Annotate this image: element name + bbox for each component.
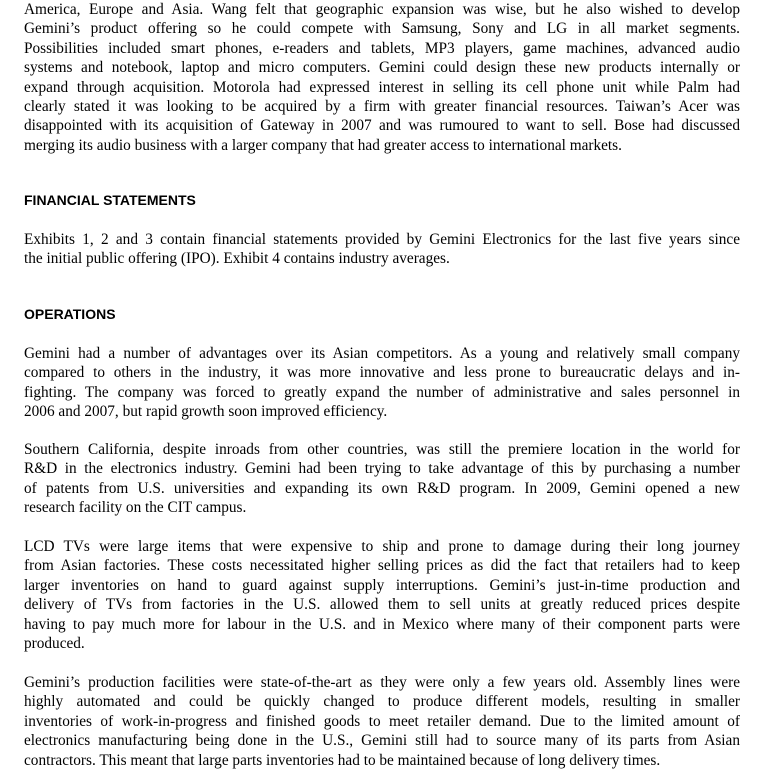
- text-line: Possibilities included smart phones, e-readers and tablets, MP3 players, game machines, advanced audio: [24, 39, 740, 57]
- text-line: having to pay much more for labour in the U.S. and in Mexico where many of their component parts were: [24, 615, 740, 633]
- text-line: contractors. This meant that large parts inventories had to be maintained because of long delivery times.: [24, 751, 661, 769]
- text-line: systems and notebook, laptop and micro computers. Gemini could design these new products internally or: [24, 59, 740, 77]
- text-line: Gemini’s product offering so he could compete with Samsung, Sony and LG in all market segments.: [24, 20, 740, 38]
- text-line: produced.: [24, 634, 85, 652]
- text-line: 2006 and 2007, but rapid growth soon improved efficiency.: [24, 403, 388, 421]
- text-line: research facility on the CIT campus.: [24, 499, 247, 517]
- text-line: delivery of TVs from factories in the U.S. allowed them to sell units at greatly reduced prices despite: [24, 596, 740, 614]
- text-line: highly automated and could be quickly changed to produce different models, resulting in smaller: [24, 693, 740, 711]
- text-line: fighting. The company was forced to greatly expand the number of administrative and sales personnel in: [24, 383, 740, 401]
- text-line: Southern California, despite inroads from other countries, was still the premiere location in the world for: [24, 441, 740, 458]
- text-line: merging its audio business with a larger company that had greater access to international markets.: [24, 136, 622, 154]
- text-line: R&D in the electronics industry. Gemini had been trying to take advantage of this by purchasing a number: [24, 460, 740, 478]
- text-line: from Asian factories. These costs necessitated higher selling prices as did the fact that retailers had to keep: [24, 557, 740, 575]
- text-line: LCD TVs were large items that were expensive to ship and prone to damage during their long journey: [24, 538, 740, 555]
- text-line: Exhibits 1, 2 and 3 contain financial statements provided by Gemini Electronics for the last five years since: [24, 231, 740, 248]
- text-line: compared to others in the industry, it was more innovative and less prone to bureaucratic delays and in-: [24, 364, 740, 382]
- paragraph-expansion: [24, 0, 740, 155]
- paragraph-financial-statements: [24, 230, 740, 269]
- heading-operations: OPERATIONS: [24, 306, 116, 322]
- paragraph-advantages: [24, 344, 740, 422]
- text-line: inventories of work-in-progress and finished goods to meet retailer demand. Due to the limited amount of: [24, 712, 740, 730]
- text-line: America, Europe and Asia. Wang felt that geographic expansion was wise, but he also wished to develop: [24, 1, 740, 18]
- text-line: the initial public offering (IPO). Exhibit 4 contains industry averages.: [24, 250, 450, 268]
- paragraph-rnd: [24, 440, 740, 518]
- paragraph-production-facilities: [24, 673, 740, 770]
- text-line: electronics manufacturing being done in the U.S., Gemini still had to source many of its parts from Asian: [24, 732, 740, 750]
- text-line: Gemini had a number of advantages over its Asian competitors. As a young and relatively small company: [24, 345, 740, 362]
- text-line: larger inventories on hand to guard against supply interruptions. Gemini’s just-in-time production and: [24, 576, 740, 594]
- text-line: disappointed with its acquisition of Gateway in 2007 and was rumoured to want to sell. Bose had discussed: [24, 117, 740, 135]
- text-line: expand through acquisition. Motorola had expressed interest in selling its cell phone unit while Palm had: [24, 78, 740, 96]
- text-line: clearly stated it was looking to be acquired by a firm with greater financial resources. Taiwan’s Acer was: [24, 97, 740, 115]
- text-line: Gemini’s production facilities were state-of-the-art as they were only a few years old. Assembly lines were: [24, 674, 740, 691]
- text-line: of patents from U.S. universities and expanding its own R&D program. In 2009, Gemini opened a new: [24, 479, 740, 497]
- heading-financial-statements: FINANCIAL STATEMENTS: [24, 192, 196, 208]
- paragraph-lcd-tvs: [24, 537, 740, 653]
